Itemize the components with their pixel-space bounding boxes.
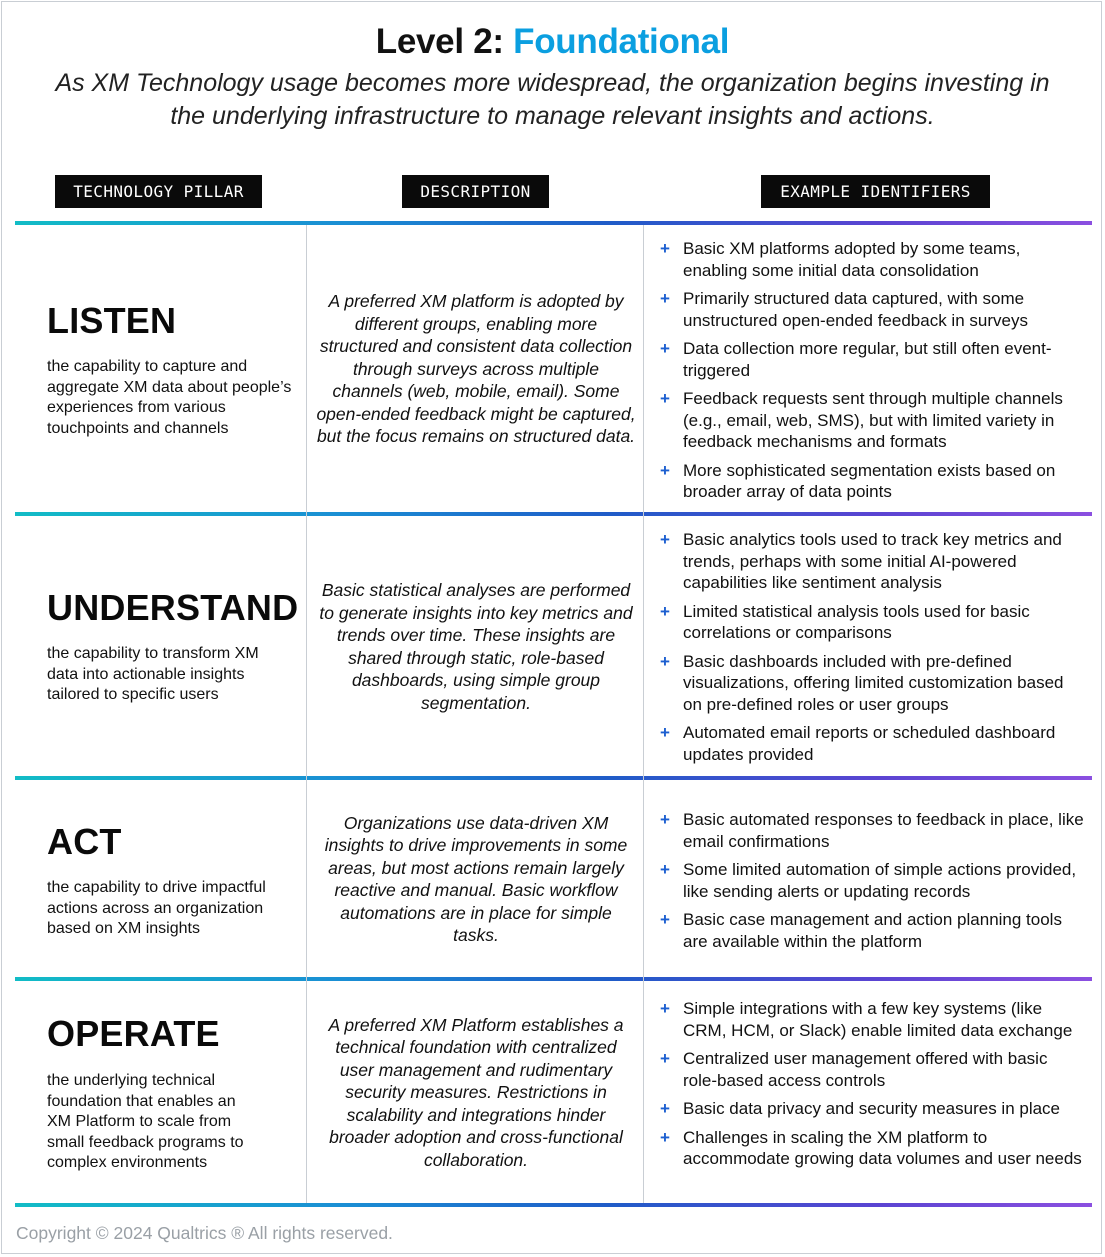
plus-icon: + <box>660 810 670 829</box>
plus-icon: + <box>660 1049 670 1068</box>
plus-icon: + <box>660 1099 670 1118</box>
list-item: + Data collection more regular, but still often event-triggered <box>660 339 1052 380</box>
list-item: + Challenges in scaling the XM platform to accommodate growing data volumes and user needs <box>660 1127 1082 1168</box>
pillar-desc-operate: the underlying technical foundation that enables an XM Platform to scale from small feedback programs to complex environments <box>47 1072 244 1171</box>
plus-icon: + <box>660 910 670 929</box>
pillar-desc-listen: the capability to capture and aggregate XM data about people’s experiences from various touchpoints and channels <box>47 358 292 437</box>
plus-icon: + <box>660 601 670 621</box>
row-divider <box>15 221 1092 225</box>
list-item: + Automated email reports or scheduled dashboard updates provided <box>660 723 1056 764</box>
plus-icon: + <box>660 339 670 358</box>
description-act <box>316 781 636 977</box>
title-accent: Foundational <box>513 22 730 61</box>
row-divider <box>15 977 1092 981</box>
description-understand <box>316 517 636 776</box>
title-prefix: Level 2: <box>375 22 514 61</box>
list-item: + Primarily structured data captured, with some unstructured open-ended feedback in surveys <box>660 289 1028 330</box>
column-divider <box>643 225 644 1203</box>
header-description: DESCRIPTION <box>402 175 549 208</box>
pillar-title-listen: LISTEN <box>47 300 177 341</box>
pillar-title-act: ACT <box>47 821 122 862</box>
plus-icon: + <box>660 239 670 258</box>
list-item: + More sophisticated segmentation exists based on broader array of data points <box>660 460 1056 501</box>
plus-icon: + <box>660 530 670 549</box>
pillar-desc-understand: the capability to transform XM data into actionable insights tailored to specific users <box>47 645 259 703</box>
row-divider <box>15 776 1092 780</box>
page-subtitle: As XM Technology usage becomes more widespread, the organization begins investing in the underlying infrastructure to manage relevant insights and actions. <box>55 69 1050 130</box>
identifiers-listen <box>660 238 1085 510</box>
plus-icon: + <box>660 460 670 480</box>
list-item: + Feedback requests sent through multiple channels (e.g., email, web, SMS), but with limited variety in feedback mechanisms and formats <box>660 389 1063 451</box>
description-listen <box>316 226 636 512</box>
description-text: A preferred XM platform is adopted by different groups, enabling more structured and consistent data collection through surveys across multiple channels (web, mobile, email). Some open-ended feedback might be captured, but the focus remains on structured data. <box>316 291 636 447</box>
row-divider <box>15 512 1092 516</box>
description-text: A preferred XM Platform establishes a technical foundation with centralized user management and rudimentary security measures. Restrictions in scalability and integrations hinder broader adoption and cross-functional collaboration. <box>328 1014 624 1170</box>
plus-icon: + <box>660 860 670 879</box>
plus-icon: + <box>660 651 670 671</box>
list-item: + Basic dashboards included with pre-defined visualizations, offering limited customization based on pre-defined roles or user groups <box>660 651 1064 714</box>
pillar-title-understand: UNDERSTAND <box>47 587 299 628</box>
row-divider <box>15 1203 1092 1207</box>
plus-icon: + <box>660 389 670 408</box>
list-item: + Centralized user management offered with basic role-based access controls <box>660 1049 1048 1090</box>
description-text: Organizations use data-driven XM insights to drive improvements in some areas, but most actions remain largely reactive and manual. Basic workflow automations are in place for simple tasks. <box>324 812 628 945</box>
list-item: + Limited statistical analysis tools used for basic correlations or comparisons <box>660 601 1030 642</box>
pillar-title-operate: OPERATE <box>47 1013 220 1054</box>
identifiers-understand <box>660 529 1085 772</box>
identifiers-act <box>660 809 1085 959</box>
list-item: + Basic case management and action planning tools are available within the platform <box>660 910 1062 951</box>
list-item: + Basic data privacy and security measures in place <box>660 1099 1061 1118</box>
list-item: + Some limited automation of simple actions provided, like sending alerts or updating records <box>660 860 1077 901</box>
list-item: + Basic automated responses to feedback in place, like email confirmations <box>660 810 1084 851</box>
description-text: Basic statistical analyses are performed to generate insights into key metrics and trends over time. These insights are shared through static, role-based dashboards, using simple group segmentation. <box>319 580 633 713</box>
pillar-desc-act: the capability to drive impactful actions across an organization based on XM insights <box>47 879 266 937</box>
header-technology-pillar: TECHNOLOGY PILLAR <box>55 175 262 208</box>
plus-icon: + <box>660 999 670 1018</box>
description-operate <box>316 982 636 1203</box>
list-item: + Basic analytics tools used to track key metrics and trends, perhaps with some initial AI-powered capabilities like sentiment analysis <box>660 530 1062 592</box>
plus-icon: + <box>660 723 670 742</box>
list-item: + Basic XM platforms adopted by some teams, enabling some initial data consolidation <box>660 239 1021 280</box>
list-item: + Simple integrations with a few key systems (like CRM, HCM, or Slack) enable limited data exchange <box>660 999 1073 1040</box>
page-title <box>0 22 1105 62</box>
plus-icon: + <box>660 1127 670 1147</box>
plus-icon: + <box>660 289 670 308</box>
column-divider <box>306 225 307 1203</box>
identifiers-operate <box>660 998 1085 1177</box>
copyright-footer: Copyright © 2024 Qualtrics ® All rights reserved. <box>16 1223 393 1243</box>
header-example-identifiers: EXAMPLE IDENTIFIERS <box>761 175 990 208</box>
